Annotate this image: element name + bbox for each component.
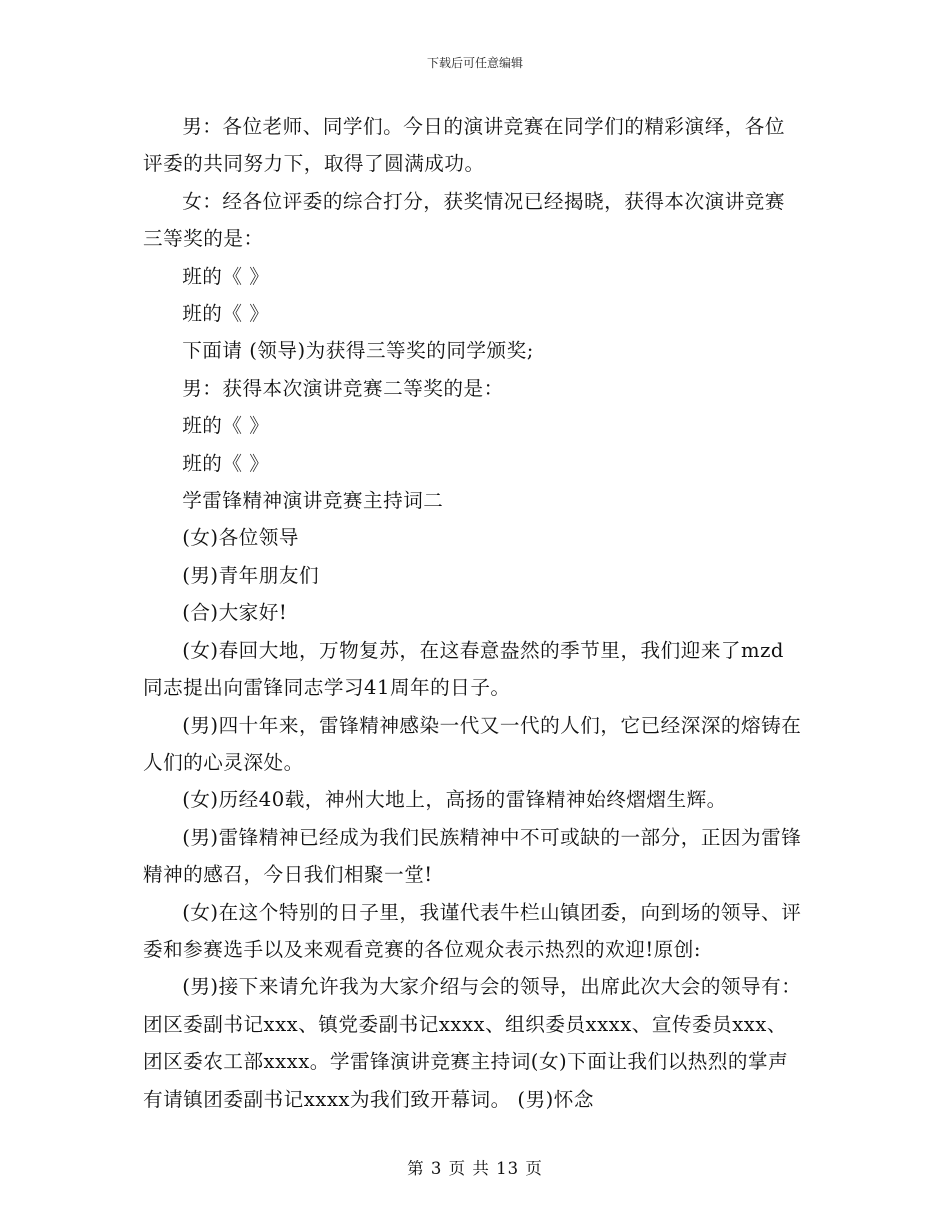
paragraph-5: 下面请 (领导)为获得三等奖的同学颁奖; (182, 339, 534, 363)
paragraph-3: 班的《 》 (182, 264, 270, 288)
paragraph-17: (女)在这个特别的日子里，我谨代表牛栏山镇团委，向到场的领导、评委和参赛选手以及来观看竞赛的各位观众表示热烈的欢迎!原创: (143, 900, 802, 961)
paragraph-15: (女)历经40载，神州大地上，高扬的雷锋精神始终熠熠生辉。 (182, 788, 727, 812)
paragraph-2: 女：经各位评委的综合打分，获奖情况已经揭晓，获得本次演讲竞赛三等奖的是： (143, 189, 785, 251)
paragraph-18: (男)接下来请允许我为大家介绍与会的领导，出席此次大会的领导有：团区委副书记xxx、镇党委副书记xxxx、组织委员xxxx、宣传委员xxx、团区委农工部xxxx。学雷锋演讲竞赛主持词(女)下面让我们以热烈的掌声有请镇团委副书记xxxx为我们致开幕词。 (男)怀念 (143, 975, 802, 1111)
paragraph-8: 班的《 》 (182, 451, 270, 475)
paragraph-1: 男：各位老师、同学们。今日的演讲竞赛在同学们的精彩演绎，各位评委的共同努力下，取得了圆满成功。 (143, 115, 785, 176)
page-header: 下载后可任意编辑 (426, 56, 523, 70)
page-footer: 第 3 页 共 13 页 (407, 1159, 543, 1178)
paragraph-6: 男：获得本次演讲竞赛二等奖的是： (182, 376, 504, 400)
paragraph-12: (合)大家好! (182, 601, 288, 625)
paragraph-4: 班的《 》 (182, 302, 270, 326)
section-title: 学雷锋精神演讲竞赛主持词二 (182, 489, 444, 513)
paragraph-10: (女)各位领导 (182, 526, 299, 550)
paragraph-16: (男)雷锋精神已经成为我们民族精神中不可或缺的一部分，正因为雷锋精神的感召，今日我们相聚一堂! (143, 825, 802, 887)
paragraph-14: (男)四十年来，雷锋精神感染一代又一代的人们，它已经深深的熔铸在人们的心灵深处。 (143, 713, 802, 774)
document-body (143, 108, 803, 1118)
paragraph-11: (男)青年朋友们 (182, 563, 320, 587)
paragraph-13: (女)春回大地，万物复苏，在这春意盎然的季节里，我们迎来了mzd同志提出向雷锋同志学习41周年的日子。 (143, 638, 784, 700)
paragraph-7: 班的《 》 (182, 414, 270, 438)
